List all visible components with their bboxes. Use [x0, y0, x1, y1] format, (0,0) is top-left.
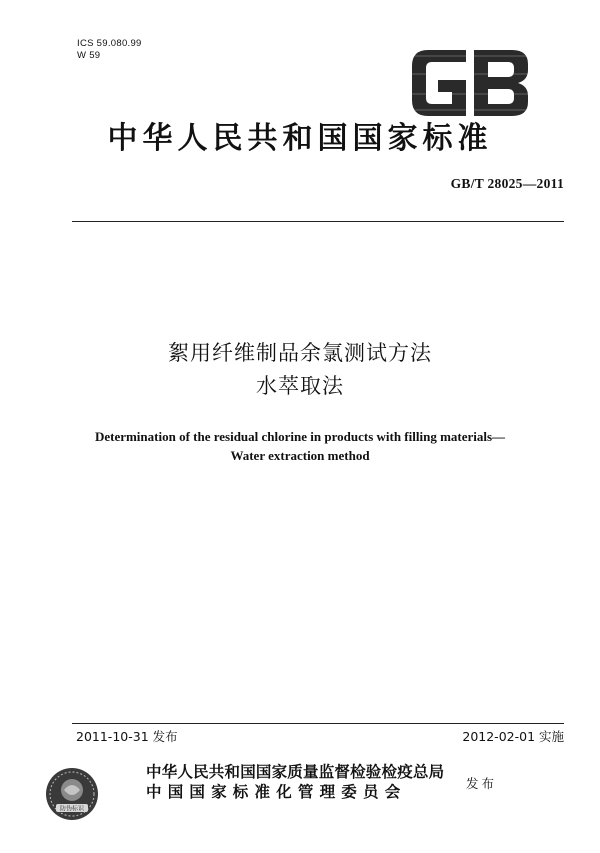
publish-label: 发布 — [466, 776, 498, 791]
english-title-line2: Water extraction method — [230, 448, 370, 463]
classification-block — [77, 38, 142, 62]
issue-date: 2011-10-31 发布 — [76, 729, 178, 744]
implementation-date: 2012-02-01 实施 — [462, 729, 564, 744]
standard-number: GB/T 28025—2011 — [450, 176, 564, 191]
ics-code: ICS 59.080.99 — [77, 38, 142, 49]
publisher-line2: 中国国家标准化管理委员会 — [146, 782, 407, 801]
publisher-line1: 中华人民共和国国家质量监督检验检疫总局 — [146, 762, 445, 781]
standard-type-title: 中华人民共和国国家标准 — [107, 121, 493, 156]
gb-logo — [408, 44, 532, 122]
ccs-code: W 59 — [77, 50, 101, 61]
bottom-divider — [72, 723, 564, 724]
chinese-title-line2: 水萃取法 — [256, 374, 344, 398]
anti-counterfeit-seal-icon — [44, 766, 100, 822]
english-title-line1: Determination of the residual chlorine in products with filling materials— — [94, 429, 506, 444]
chinese-title-line1: 絮用纤维制品余氯测试方法 — [168, 341, 432, 365]
seal-text: 防伪标识 — [59, 805, 85, 813]
top-divider — [72, 221, 564, 222]
